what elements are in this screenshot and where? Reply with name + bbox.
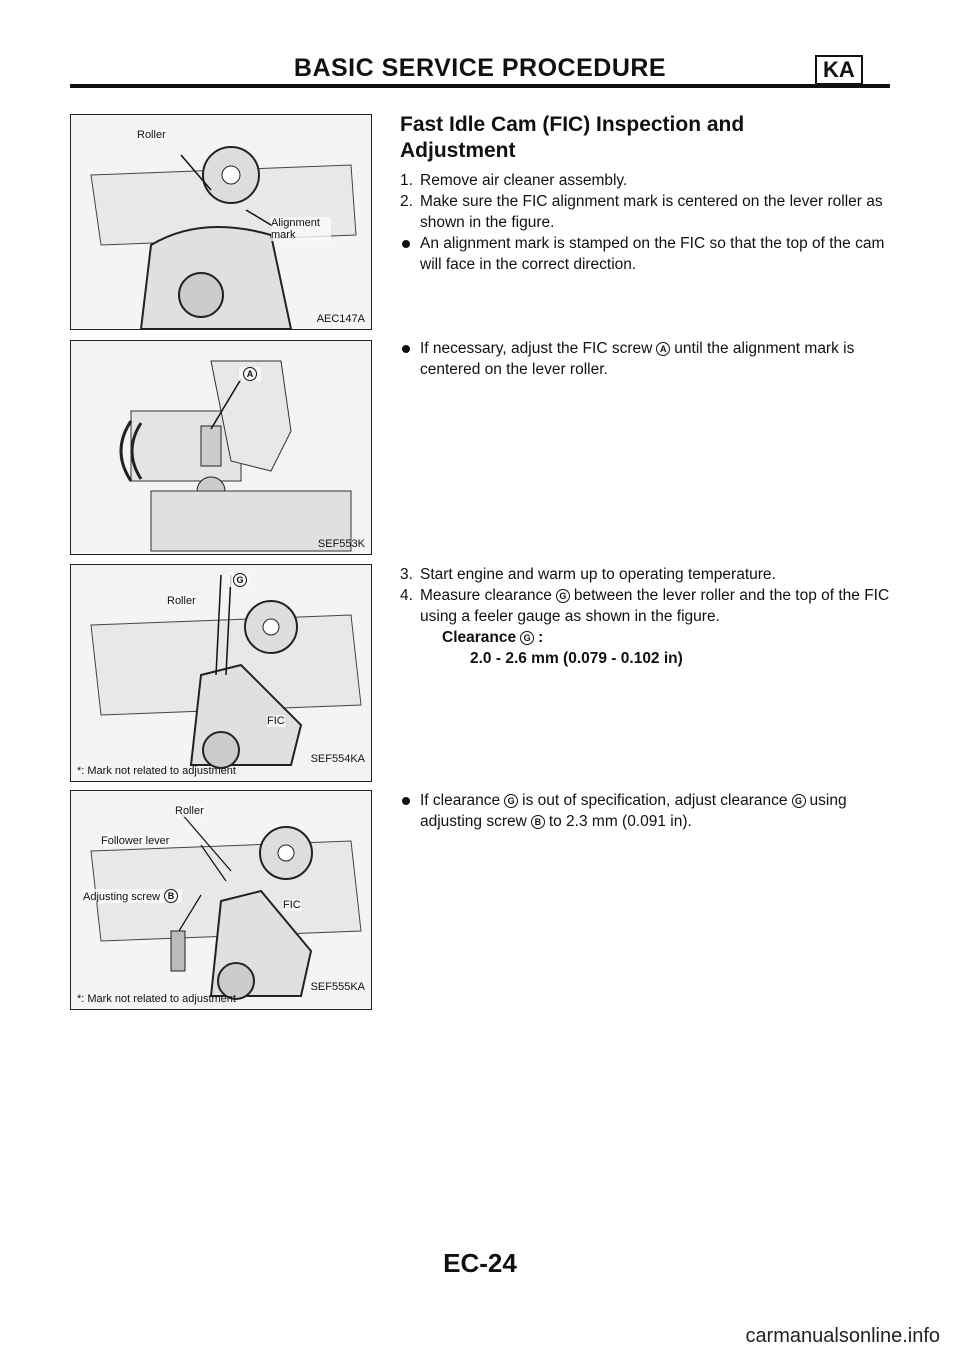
- instruction-block-3: [400, 564, 892, 669]
- symbol-g-icon: G: [792, 794, 806, 808]
- bullet-icon: [402, 345, 410, 353]
- step-2: 2. Make sure the FIC alignment mark is centered on the lever roller as shown in the figure.: [400, 193, 883, 231]
- figure-aec147a: [70, 114, 372, 330]
- figure-illustration: [71, 565, 371, 781]
- instruction-block-4: [400, 790, 892, 832]
- callout-b-icon: B: [164, 889, 178, 903]
- symbol-g-icon: G: [520, 631, 534, 645]
- instruction-block-1: [400, 170, 892, 275]
- figure-note: *: Mark not related to adjustment: [77, 993, 236, 1005]
- label-fic: FIC: [267, 715, 285, 727]
- figure-sef555ka: [70, 790, 372, 1010]
- figure-id: AEC147A: [316, 313, 365, 325]
- label-follower-lever: Follower lever: [101, 835, 170, 847]
- figure-id: SEF553K: [317, 538, 365, 550]
- spec-value: 2.0 - 2.6 mm (0.079 - 0.102 in): [470, 650, 683, 667]
- label-roller: Roller: [167, 595, 196, 607]
- bullet-adjust-fic-screw: If necessary, adjust the FIC screw A until the alignment mark is centered on the lever roller.: [400, 338, 892, 380]
- figure-note: *: Mark not related to adjustment: [77, 765, 236, 777]
- label-roller: Roller: [175, 805, 204, 817]
- page-number: EC-24: [443, 1248, 517, 1278]
- step-1: 1. Remove air cleaner assembly.: [400, 172, 628, 189]
- instruction-block-2: [400, 338, 892, 380]
- figure-sef554ka: [70, 564, 372, 782]
- label-adjusting-screw: Adjusting screw B: [83, 889, 182, 903]
- figure-id: SEF554KA: [310, 753, 365, 765]
- figure-id: SEF555KA: [310, 981, 365, 993]
- watermark: carmanualsonline.info: [745, 1325, 940, 1347]
- step-3: 3. Start engine and warm up to operating temperature.: [400, 566, 776, 583]
- header-divider: [70, 84, 890, 88]
- bullet-alignment-mark: An alignment mark is stamped on the FIC so that the top of the cam will face in the correct direction.: [400, 233, 892, 275]
- symbol-g-icon: G: [556, 589, 570, 603]
- engine-code-badge: KA: [815, 55, 863, 85]
- label-alignment-mark: Alignment mark: [271, 217, 331, 241]
- spec-label: Clearance G :: [442, 629, 544, 646]
- section-title: Fast Idle Cam (FIC) Inspection and Adjustment: [400, 113, 745, 162]
- page-header-title: BASIC SERVICE PROCEDURE: [293, 54, 667, 82]
- bullet-icon: [402, 797, 410, 805]
- callout-g-icon: G: [229, 573, 251, 587]
- symbol-b-icon: B: [531, 815, 545, 829]
- callout-a-icon: A: [239, 367, 261, 381]
- bullet-adjust-clearance: If clearance G is out of specification, adjust clearance G using adjusting screw B to 2.3 mm (0.091 in).: [400, 790, 892, 832]
- figure-sef553k: [70, 340, 372, 555]
- label-roller: Roller: [137, 129, 166, 141]
- symbol-a-icon: A: [656, 342, 670, 356]
- step-4: 4. Measure clearance G between the lever roller and the top of the FIC using a feeler gauge as shown in the figure.: [400, 587, 890, 625]
- symbol-g-icon: G: [504, 794, 518, 808]
- bullet-icon: [402, 240, 410, 248]
- figure-illustration: [71, 341, 371, 554]
- label-fic: FIC: [283, 899, 301, 911]
